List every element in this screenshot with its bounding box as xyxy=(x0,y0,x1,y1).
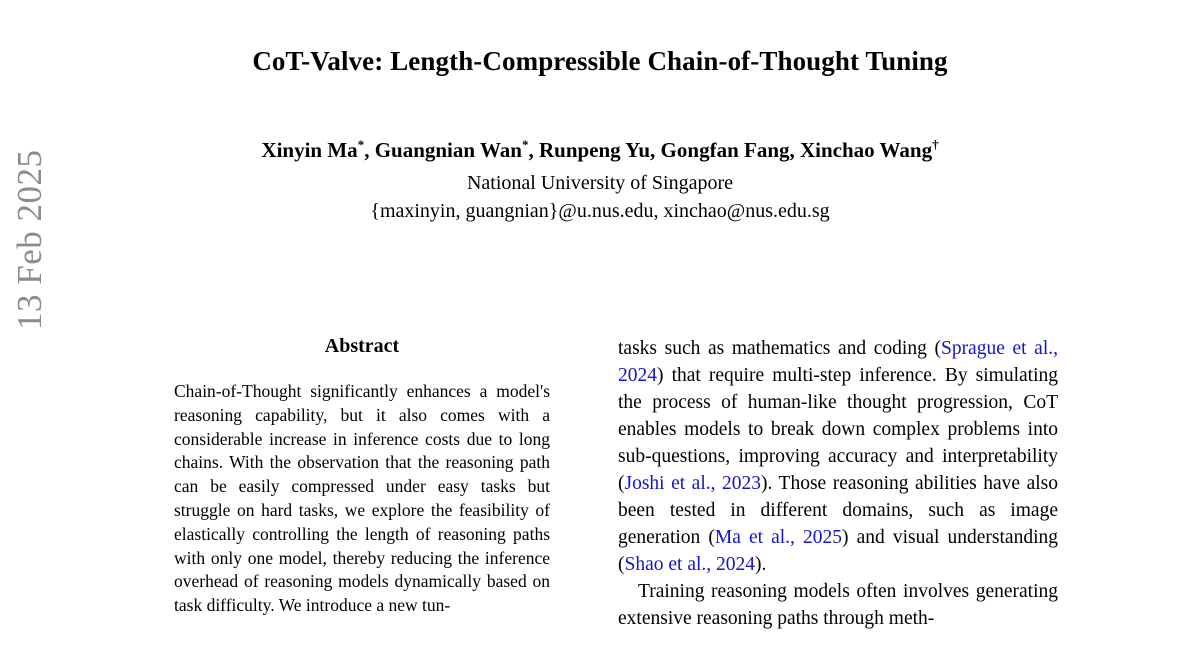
author-2-mark: * xyxy=(521,137,529,152)
abstract-column xyxy=(174,335,550,618)
intro-paragraph-1 xyxy=(618,335,1058,578)
intro-p2-seg-a: Training reasoning models often involves generating extensive reasoning paths through meth- xyxy=(618,581,1058,629)
author-separator-1: , Guangnian Wan xyxy=(364,138,522,162)
citation-sprague[interactable]: Sprague et al., 2024 xyxy=(618,338,1058,386)
author-1: Xinyin Ma xyxy=(261,138,358,162)
author-emails: {maxinyin, guangnian}@u.nus.edu, xinchao@nus.edu.sg xyxy=(370,200,830,222)
arxiv-date-stamp: 13 Feb 2025 xyxy=(10,149,49,330)
author-rest: , Runpeng Yu, Gongfan Fang, Xinchao Wang xyxy=(528,138,933,162)
abstract-heading: Abstract xyxy=(324,335,400,357)
introduction-column xyxy=(618,335,1058,632)
intro-p1-seg-e: ). xyxy=(755,554,767,575)
affiliation: National University of Singapore xyxy=(466,172,734,194)
author-last-mark: † xyxy=(932,137,939,152)
page-title: CoT-Valve: Length-Compressible Chain-of-Thought Tuning xyxy=(252,46,948,76)
intro-p1-seg-d: ) and visual understanding ( xyxy=(618,527,1058,575)
intro-paragraph-2 xyxy=(618,578,1058,632)
citation-ma[interactable]: Ma et al., 2025 xyxy=(714,527,843,548)
citation-shao[interactable]: Shao et al., 2024 xyxy=(624,554,756,575)
citation-joshi[interactable]: Joshi et al., 2023 xyxy=(624,473,762,494)
author-1-mark: * xyxy=(357,137,365,152)
intro-p1-seg-c: ). Those reasoning abilities have also been tested in different domains, such as image generation ( xyxy=(618,473,1058,548)
abstract-text: Chain-of-Thought significantly enhances a model's reasoning capability, but it also comes with a considerable increase in inference costs due to long chains. With the observation that the reasoning path can be easily compressed under easy tasks but struggle on hard tasks, we explore the feasibility of elastically controlling the length of reasoning paths with only one model, thereby reducing the inference overhead of reasoning models dynamically based on task difficulty. We introduce a new tun- xyxy=(174,381,550,616)
intro-p1-seg-b: ) that require multi-step inference. By simulating the process of human-like thought progression, CoT enables models to break down complex problems into sub-questions, improving accuracy and interpretability ( xyxy=(618,365,1058,494)
intro-p1-seg-a: tasks such as mathematics and coding ( xyxy=(618,338,941,359)
author-list xyxy=(0,137,1200,163)
